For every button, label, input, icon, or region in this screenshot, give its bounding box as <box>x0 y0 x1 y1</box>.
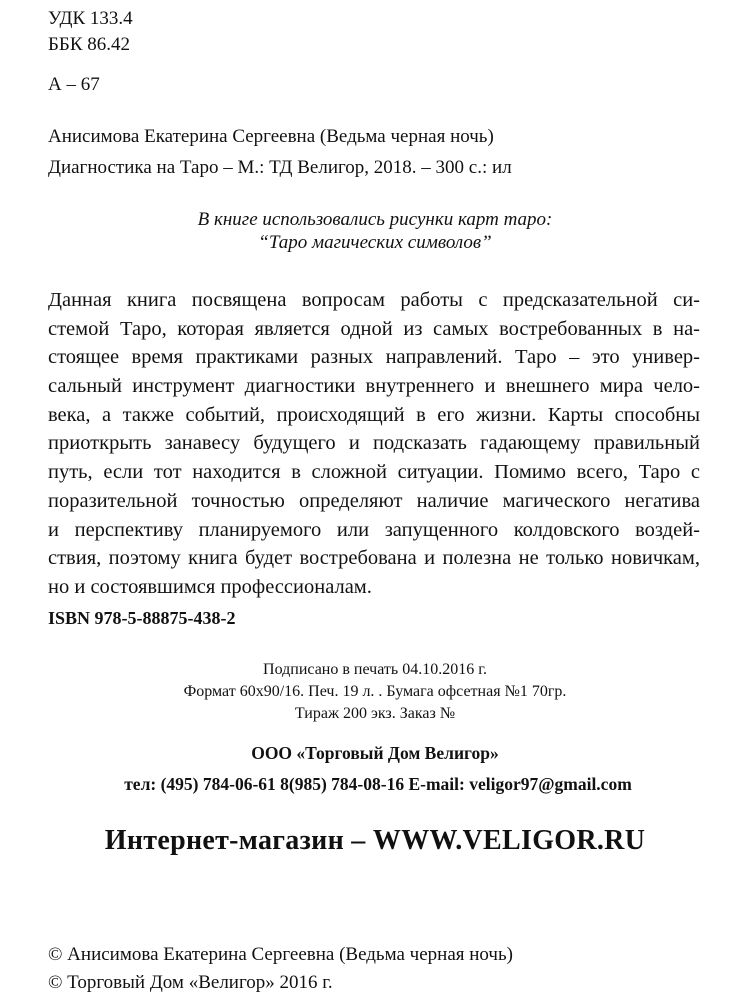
abstract-line: но и состоявшимся профессионалам. <box>48 575 372 598</box>
print-format: Формат 60х90/16. Печ. 19 л. . Бумага офсетная №1 70гр. <box>183 683 567 700</box>
isbn: ISBN 978-5-88875-438-2 <box>48 608 236 628</box>
illustration-note-line-2: “Таро магических символов” <box>258 232 492 253</box>
abstract-line: ствия, поэтому книга будет востребована и полезна не только новичкам, <box>48 547 700 570</box>
abstract-line: сальный инструмент диагностики внутреннего и внешнего мира чело- <box>48 375 700 398</box>
abstract-line: Данная книга посвящена вопросам работы с предсказательной си- <box>48 289 700 311</box>
abstract-line: приоткрыть занавесу будущего и подсказать гадающему правильный <box>48 432 700 455</box>
book-abstract <box>48 286 700 602</box>
signed-to-print: Подписано в печать 04.10.2016 г. <box>263 661 487 678</box>
bibliographic-record: Диагностика на Таро – М.: ТД Велигор, 2018. – 300 с.: ил <box>48 157 512 178</box>
print-run: Тираж 200 экз. Заказ № <box>294 705 456 722</box>
abstract-line: путь, если тот находится в сложной ситуации. Помимо всего, Таро с <box>48 461 700 484</box>
author-name: Анисимова Екатерина Сергеевна (Ведьма черная ночь) <box>48 126 494 147</box>
abstract-line: поразительной точностью определяют наличие магического негатива <box>48 489 700 512</box>
online-shop-link[interactable]: Интернет-магазин – WWW.VELIGOR.RU <box>104 825 646 856</box>
copyright-author: © Анисимова Екатерина Сергеевна (Ведьма черная ночь) <box>48 944 513 965</box>
author-mark: А – 67 <box>48 74 100 95</box>
copyright-publisher: © Торговый Дом «Велигор» 2016 г. <box>48 972 333 993</box>
abstract-line: и перспективу планируемого или запущенного колдовского воздей- <box>48 518 700 541</box>
abstract-line: стемой Таро, которая является одной из самых востребованных в на- <box>48 317 700 340</box>
udk-code: УДК 133.4 <box>48 8 133 29</box>
illustration-note-line-1: В книге использовались рисунки карт таро: <box>197 209 553 230</box>
abstract-line: века, а также событий, происходящий в его жизни. Карты способны <box>48 403 700 426</box>
bbk-code: ББК 86.42 <box>48 34 130 55</box>
abstract-line: стоящее время практиками разных направлений. Таро – это универ- <box>48 346 700 369</box>
publisher-name: ООО «Торговый Дом Велигор» <box>251 743 499 763</box>
publisher-contacts: тел: (495) 784-06-61 8(985) 784-08-16 E-mail: veligor97@gmail.com <box>124 774 632 794</box>
